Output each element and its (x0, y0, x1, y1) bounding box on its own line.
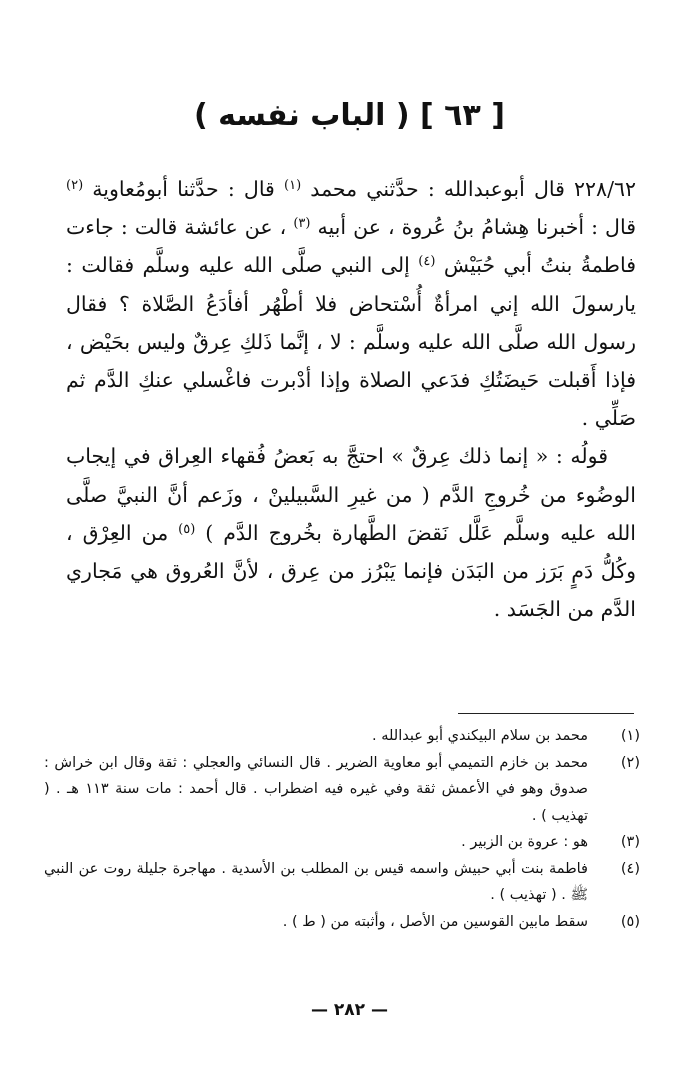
footnote-ref-2[interactable]: (٢) (66, 178, 84, 193)
footnote-number: (٢) (620, 754, 640, 771)
footnote-text: هو : عروة بن الزبير . (461, 834, 588, 850)
footnote-ref-1[interactable]: (١) (284, 178, 302, 193)
footnote (44, 723, 640, 750)
footnote-text: محمد بن خازم التميمي أبو معاوية الضرير . قال النسائي والعجلي : ثقة وقال ابن خراش : صدوق وهو في الأعمش ثقة وفي غيره فيه اضطراب . قال أحمد : مات سنة ١١٣ هـ . ( تهذيب ) . (44, 754, 588, 824)
footnote-number: (٥) (620, 913, 640, 930)
footnote-text: سقط مابين القوسين من الأصل ، وأثبته من ( ط ) . (282, 913, 588, 930)
footnote-text: فاطمة بنت أبي حبيش واسمه قيس بن المطلب بن الأسدية . مهاجرة جليلة روت عن النبي ﷺ . ( تهذيب ) . (44, 860, 588, 903)
footnote-ref-4[interactable]: (٤) (418, 254, 436, 270)
commentary-text: من العِرْق ، وكُلُّ دَمٍ بَرَز من البَدَن فإنما يَبْرُز من عِرق ، لأنَّ العُروق هي مَجاري الدَّم من الجَسَد . (66, 520, 636, 622)
footnote-number: (٣) (620, 834, 640, 850)
hadith-text: ، عن عائشة قالت : جاءت فاطمةُ بنتُ أبي حُبَيْش (66, 215, 636, 278)
chapter-title: [ ٦٣ ] ( الباب نفسه ) (194, 98, 505, 133)
footnotes (44, 723, 640, 935)
commentary-paragraph (66, 437, 636, 628)
footnote (44, 829, 640, 856)
footnote-number: (٤) (620, 860, 640, 877)
footnote-separator (458, 713, 634, 714)
footnote-text: محمد بن سلام البيكندي أبو عبدالله . (372, 728, 588, 744)
footnote-ref-3[interactable]: (٣) (293, 216, 311, 232)
footnote (44, 909, 640, 936)
hadith-text: إلى النبي صلَّى الله عليه وسلَّم فقالت : يارسولَ الله إني امرأةٌ أُسْتحاض فلا أطْهُر أفأدَعُ الصَّلاة ؟ فقال رسول الله صلَّى الله عليه وسلَّم : لا ، إنَّما ذَلكِ عِرقٌ وليس بحَيْض ، فإذا أَقبلت حَيضَتُكِ فدَعي الصلاة وإذا أدْبرت فاغْسلي عنكِ الدَّم ثم صَلِّي . (66, 253, 636, 431)
hadith-text: ٢٢٨/٦٢ قال أبوعبدالله : حدَّثني محمد (301, 177, 636, 201)
footnote (44, 856, 640, 909)
hadith-paragraph (66, 170, 636, 437)
footnote-number: (١) (620, 728, 640, 744)
footnote (44, 750, 640, 830)
hadith-body (66, 170, 636, 628)
hadith-text: قال : حدَّثنا أبومُعاوية (83, 177, 285, 201)
page-number: — ٢٨٢ — (311, 1000, 388, 1020)
footnote-ref-5[interactable]: (٥) (178, 521, 196, 537)
commentary-text: قولُه : « إنما ذلك عِرقٌ » احتجَّ به بَعضُ فُقهاء العِراق في إيجاب الوضُوء من خُروجِ الدَّم ( من غيرِ السَّبيلينْ ، وزَعم أنَّ النبيَّ صلَّى الله عليه وسلَّم عَلَّل نَقضَ الطَّهارة بخُروج الدَّم ) (66, 444, 636, 545)
hadith-text: قال : أخبرنا هِشامُ بنُ عُروة ، عن أبيه (310, 215, 636, 240)
